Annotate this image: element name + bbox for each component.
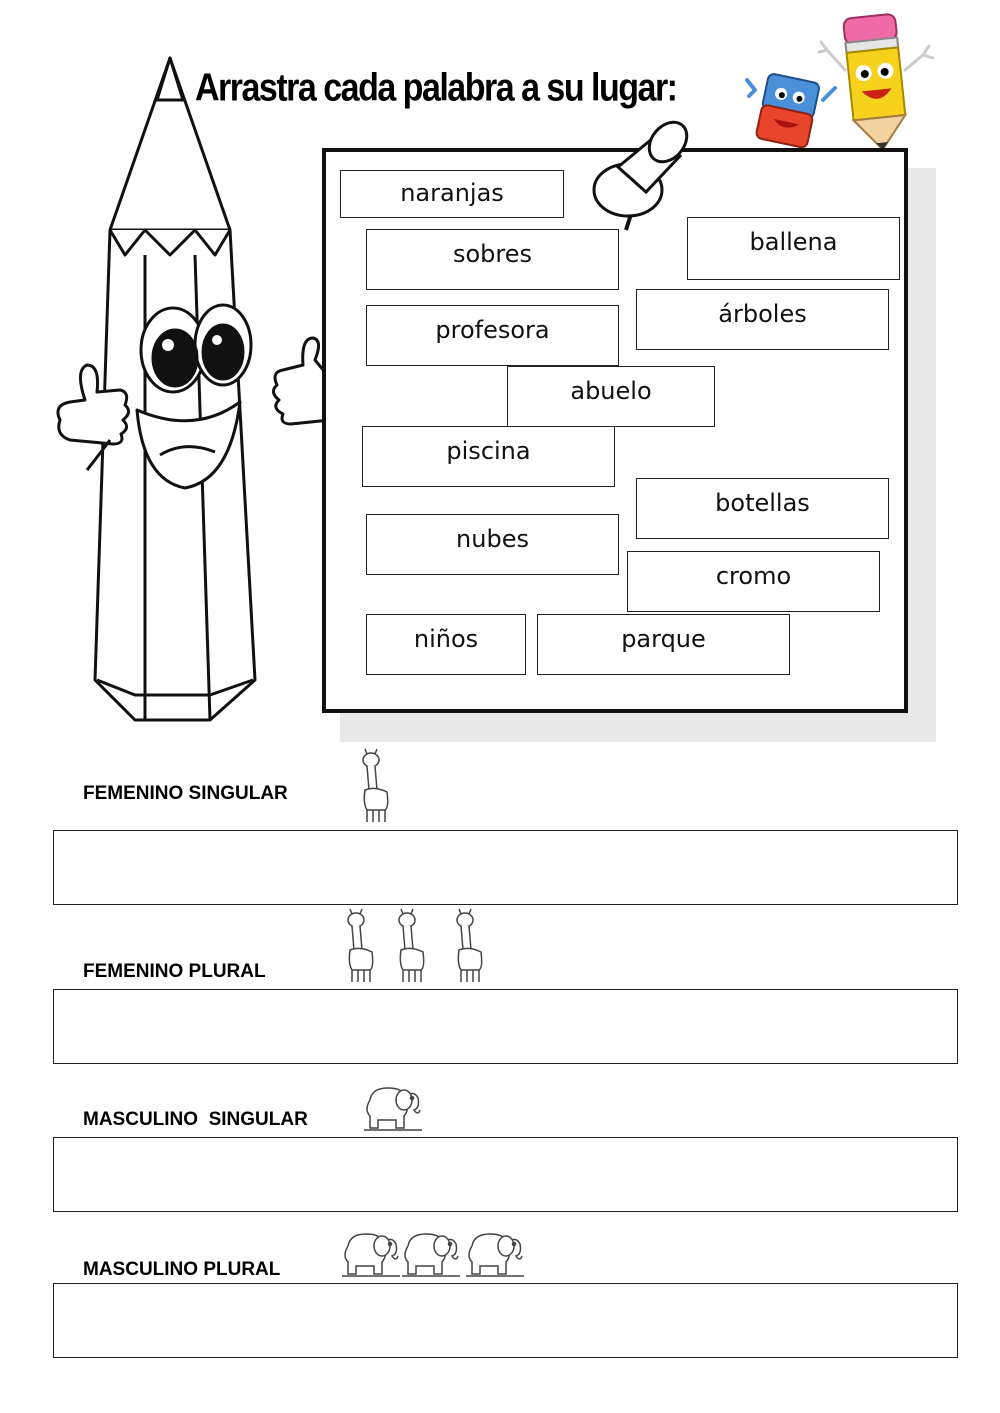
dropzone-femenino-singular[interactable] (53, 830, 958, 905)
dropzone-masculino-singular[interactable] (53, 1137, 958, 1212)
school-supplies-mascots-icon (745, 10, 940, 150)
category-label-femenino-plural: FEMENINO PLURAL (83, 961, 266, 982)
word-tile-sobres[interactable]: sobres (366, 229, 619, 290)
pencil-character-icon (25, 40, 365, 740)
word-tile-nubes[interactable]: nubes (366, 514, 619, 575)
giraffe-icon (340, 908, 380, 984)
word-tile-piscina[interactable]: piscina (362, 426, 615, 487)
word-tile-ninos[interactable]: niños (366, 614, 526, 675)
word-tile-arboles[interactable]: árboles (636, 289, 889, 350)
elephant-icon (362, 1080, 424, 1132)
giraffe-icon (355, 748, 395, 824)
dropzone-masculino-plural[interactable] (53, 1283, 958, 1358)
word-tile-naranjas[interactable]: naranjas (340, 170, 564, 218)
category-label-masculino-singular: MASCULINO SINGULAR (83, 1109, 308, 1130)
giraffe-icon (449, 908, 489, 984)
word-tile-botellas[interactable]: botellas (636, 478, 889, 539)
word-tile-parque[interactable]: parque (537, 614, 790, 675)
category-label-masculino-plural: MASCULINO PLURAL (83, 1259, 281, 1280)
word-tile-ballena[interactable]: ballena (687, 217, 900, 280)
elephant-icon (464, 1226, 526, 1278)
word-tile-abuelo[interactable]: abuelo (507, 366, 715, 427)
elephant-icon (340, 1226, 402, 1278)
word-tile-cromo[interactable]: cromo (627, 551, 880, 612)
elephant-icon (400, 1226, 462, 1278)
push-pin-icon (588, 112, 698, 242)
category-label-femenino-singular: FEMENINO SINGULAR (83, 783, 288, 804)
dropzone-femenino-plural[interactable] (53, 989, 958, 1064)
giraffe-icon (391, 908, 431, 984)
page-title: Arrastra cada palabra a su lugar: (195, 66, 677, 110)
word-tile-profesora[interactable]: profesora (366, 305, 619, 366)
